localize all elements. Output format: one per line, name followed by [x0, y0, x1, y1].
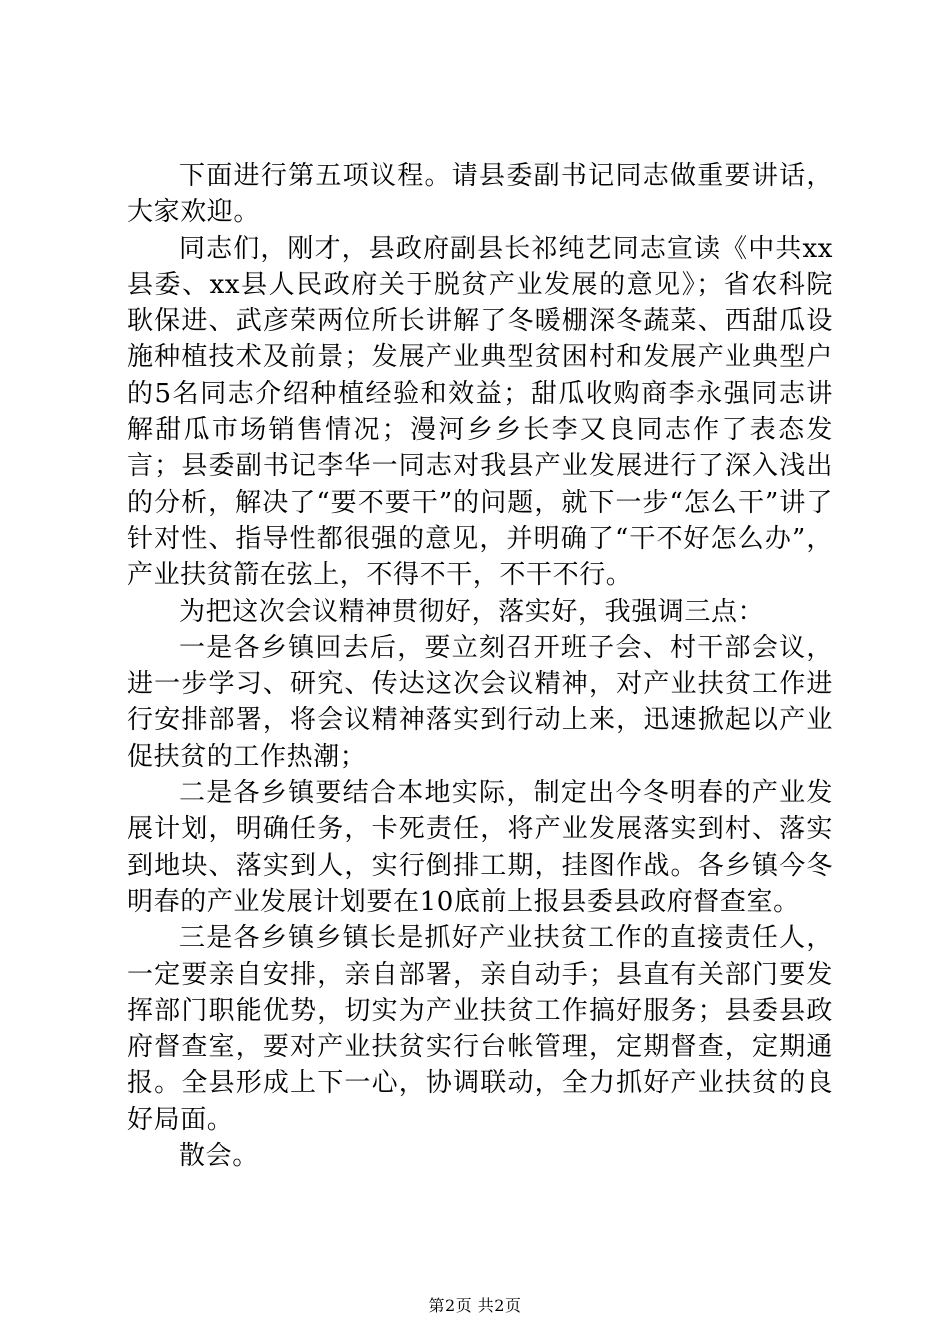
paragraph-point-three: 三是各乡镇乡镇长是抓好产业扶贫工作的直接责任人，一定要亲自安排，亲自部署，亲自动手；县直有关部门要发挥部门职能优势，切实为产业扶贫工作搞好服务；县委县政府督查室，要对产业扶贫实行台帐管理，定期督查，定期通报。全县形成上下一心，协调联动，全力抓好产业扶贫的良好局面。 [127, 923, 833, 1135]
paragraph-point-two: 二是各乡镇要结合本地实际，制定出今冬明春的产业发展计划，明确任务，卡死责任，将产业发展落实到村、落实到地块、落实到人，实行倒排工期，挂图作战。各乡镇今冬明春的产业发展计划要在10底前上报县委县政府督查室。 [127, 778, 833, 917]
paragraph-three-points-intro: 为把这次会议精神贯彻好，落实好，我强调三点： [179, 596, 765, 627]
paragraph-adjourn: 散会。 [179, 1141, 259, 1172]
page-number-footer: 第2页 共2页 [428, 1296, 522, 1315]
paragraph-meeting-summary: 同志们，刚才，县政府副县长祁纯艺同志宣读《中共xx县委、xx县人民政府关于脱贫产业发展的意见》；省农科院耿保进、武彦荣两位所长讲解了冬暖棚深冬蔬菜、西甜瓜设施种植技术及前景；发展产业典型贫困村和发展产业典型户的5名同志介绍种植经验和效益；甜瓜收购商李永强同志讲解甜瓜市场销售情况；漫河乡乡长李又良同志作了表态发言；县委副书记李华一同志对我县产业发展进行了深入浅出的分析，解决了“要不要干”的问题，就下一步“怎么干”讲了针对性、指导性都很强的意见，并明确了“干不好怎么办”，产业扶贫箭在弦上，不得不干，不干不行。 [127, 233, 833, 591]
paragraph-agenda-item-five: 下面进行第五项议程。请县委副书记同志做重要讲话，大家欢迎。 [127, 161, 833, 228]
paragraph-point-one: 一是各乡镇回去后，要立刻召开班子会、村干部会议，进一步学习、研究、传达这次会议精神，对产业扶贫工作进行安排部署，将会议精神落实到行动上来，迅速掀起以产业促扶贫的工作热潮； [127, 632, 833, 772]
document-body [127, 158, 833, 1174]
